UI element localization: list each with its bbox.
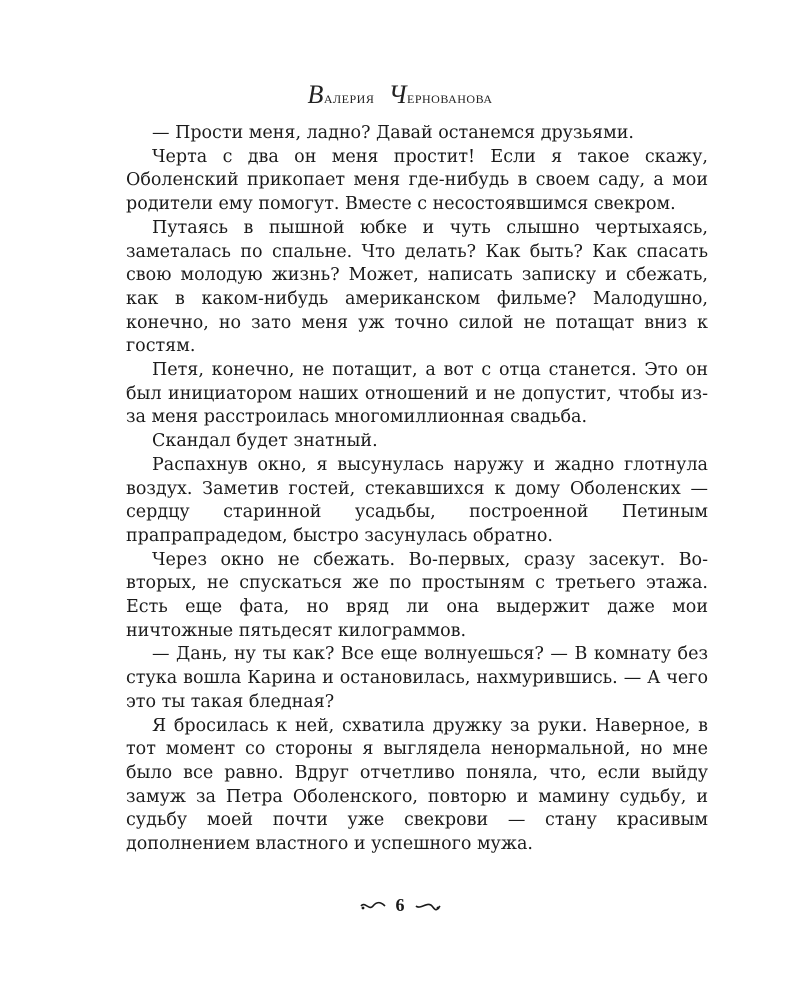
author-last-initial: Ч (388, 80, 408, 109)
running-header-author (0, 80, 800, 110)
author-first-name-rest: алерия (323, 88, 375, 107)
paragraph: Петя, конечно, не потащит, а вот с отца станется. Это он был инициатором наших отношений и не допустит, чтобы из-за меня расстроилась многомиллионная свадьба. (126, 360, 708, 428)
paragraph: Через окно не сбежать. Во-первых, сразу засекут. Во-вторых, не спускаться же по простыням с третьего этажа. Есть еще фата, но вряд ли она выдержит даже мои ничтожные пятьдесят килограммов. (126, 549, 708, 641)
page-body (126, 122, 708, 857)
paragraph: Распахнув окно, я высунулась наружу и жадно глотнула воздух. Заметив гостей, стекавшихся к дому Оболенских — сердцу старинной усадьбы, построенной Петиным прапрапрадедом, быстро засунулась обратно. (126, 454, 708, 546)
ornament-swash-icon (415, 900, 441, 912)
paragraph: Я бросилась к ней, схватила дружку за руки. Наверное, в тот момент со стороны я выглядела ненормальной, но мне было все равно. Вдруг отчетливо поняла, что, если выйду замуж за Петра Оболенского, повторю и мамину судьбу, и судьбу моей почти уже свекрови — стану красивым дополнением властного и успешного мужа. (126, 715, 708, 855)
page-number: 6 (395, 895, 405, 915)
paragraph: Скандал будет знатный. (152, 431, 378, 452)
author-last-name-rest: ернованова (407, 88, 493, 107)
paragraph: Черта с два он меня простит! Если я такое скажу, Оболенский прикопает меня где-нибудь в своем саду, а мои родители ему помогут. Вместе с несостоявшимся свекром. (126, 146, 708, 215)
ornament-swash-icon (360, 900, 386, 912)
page-footer (0, 895, 800, 916)
paragraph: — Прости меня, ладно? Давай останемся друзьями. (152, 123, 634, 143)
author-first-initial: В (307, 80, 324, 109)
paragraph: Путаясь в пышной юбке и чуть слышно чертыхаясь, заметалась по спальне. Что делать? Как быть? Как спасать свою молодую жизнь? Может, написать записку и сбежать, как в каком-нибудь американском фильме? Малодушно, конечно, но зато меня уж точно силой не потащат вниз к гостям. (126, 217, 708, 357)
paragraph: — Дань, ну ты как? Все еще волнуешься? — В комнату без стука вошла Карина и остановилась, нахмурившись. — А чего это ты такая бледная? (126, 644, 708, 712)
